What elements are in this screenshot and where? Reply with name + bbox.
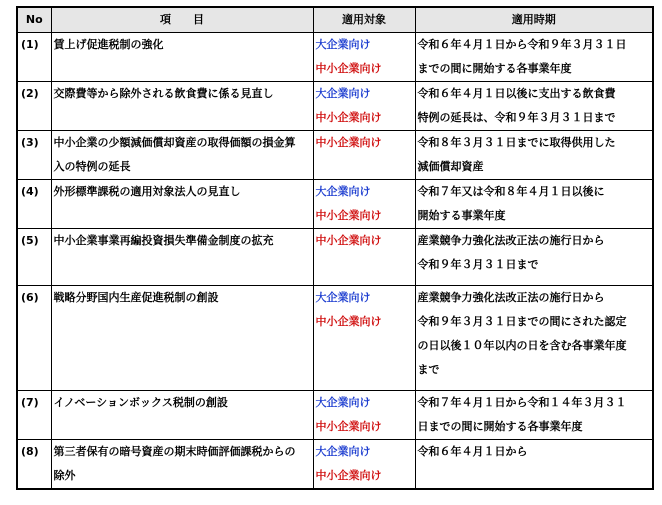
period-cell	[415, 229, 653, 286]
period-text-line: 令和７年４月１日から令和１４年３月３１	[417, 396, 627, 409]
row-number: (1)	[17, 33, 51, 82]
period-text-line: 特例の延長は、令和９年３月３１日まで	[417, 111, 616, 124]
item-cell	[51, 180, 313, 229]
sme-label: 中小企業向け	[315, 136, 382, 149]
period-text-line: 減価償却資産	[417, 160, 484, 173]
row-number: (3)	[17, 131, 51, 180]
sme-label: 中小企業向け	[315, 62, 382, 75]
large-company-label: 大企業向け	[315, 38, 371, 51]
item-text-line: イノベーションボックス税制の創設	[53, 396, 228, 409]
item-text-line: 中小企業事業再編投資損失準備金制度の拡充	[53, 234, 274, 247]
item-text-line: 第三者保有の暗号資産の期末時価評価課税からの	[53, 445, 296, 458]
item-cell	[51, 440, 313, 490]
period-cell	[415, 180, 653, 229]
period-cell	[415, 82, 653, 131]
target-cell	[313, 440, 415, 490]
header-item: 項 目	[51, 7, 313, 33]
header-target: 適用対象	[313, 7, 415, 33]
table-row	[17, 180, 653, 229]
period-text-line: まで	[417, 363, 440, 376]
target-cell	[313, 33, 415, 82]
period-text-line: 産業競争力強化法改正法の施行日から	[417, 234, 605, 247]
item-text-line: 入の特例の延長	[53, 160, 131, 173]
table-row	[17, 82, 653, 131]
target-cell	[313, 180, 415, 229]
table-row	[17, 440, 653, 490]
large-company-label: 大企業向け	[315, 445, 371, 458]
period-text-line: 令和６年４月１日以後に支出する飲食費	[417, 87, 616, 100]
period-text-line: 令和９年３月３１日までの間にされた認定	[417, 315, 627, 328]
period-text-line: 開始する事業年度	[417, 209, 506, 222]
row-number: (4)	[17, 180, 51, 229]
sme-label: 中小企業向け	[315, 420, 382, 433]
period-text-line: 日までの間に開始する各事業年度	[417, 420, 583, 433]
row-number: (8)	[17, 440, 51, 490]
item-text-line: 外形標準課税の適用対象法人の見直し	[53, 185, 241, 198]
sme-label: 中小企業向け	[315, 209, 382, 222]
item-text-line: 除外	[53, 469, 76, 482]
period-text-line: 令和７年又は令和８年４月１日以後に	[417, 185, 605, 198]
item-cell	[51, 229, 313, 286]
row-number: (6)	[17, 286, 51, 391]
item-cell	[51, 33, 313, 82]
period-text-line: 令和６年４月１日から	[417, 445, 528, 458]
target-cell	[313, 286, 415, 391]
tax-reform-table-container	[16, 6, 652, 490]
item-cell	[51, 131, 313, 180]
table-row	[17, 229, 653, 286]
table-row	[17, 391, 653, 440]
table-row	[17, 33, 653, 82]
sme-label: 中小企業向け	[315, 111, 382, 124]
period-text-line: 令和８年３月３１日までに取得供用した	[417, 136, 616, 149]
table-body	[17, 33, 653, 490]
period-cell	[415, 440, 653, 490]
row-number: (5)	[17, 229, 51, 286]
large-company-label: 大企業向け	[315, 87, 371, 100]
period-cell	[415, 286, 653, 391]
large-company-label: 大企業向け	[315, 396, 371, 409]
item-cell	[51, 391, 313, 440]
row-number: (2)	[17, 82, 51, 131]
target-cell	[313, 131, 415, 180]
period-text-line: 令和６年４月１日から令和９年３月３１日	[417, 38, 627, 51]
sme-label: 中小企業向け	[315, 234, 382, 247]
period-cell	[415, 33, 653, 82]
table-header-row	[17, 7, 653, 33]
table-row	[17, 286, 653, 391]
period-text-line: までの間に開始する各事業年度	[417, 62, 572, 75]
large-company-label: 大企業向け	[315, 291, 371, 304]
tax-reform-table	[16, 6, 654, 490]
period-text-line: の日以後１０年以内の日を含む各事業年度	[417, 339, 627, 352]
row-number: (7)	[17, 391, 51, 440]
header-no: No	[17, 7, 51, 33]
item-text-line: 中小企業の少額減価償却資産の取得価額の損金算	[53, 136, 296, 149]
item-cell	[51, 82, 313, 131]
table-row	[17, 131, 653, 180]
header-period: 適用時期	[415, 7, 653, 33]
period-cell	[415, 391, 653, 440]
target-cell	[313, 82, 415, 131]
item-text-line: 賃上げ促進税制の強化	[53, 38, 164, 51]
target-cell	[313, 391, 415, 440]
item-text-line: 戦略分野国内生産促進税制の創設	[53, 291, 219, 304]
sme-label: 中小企業向け	[315, 469, 382, 482]
sme-label: 中小企業向け	[315, 315, 382, 328]
period-text-line: 産業競争力強化法改正法の施行日から	[417, 291, 605, 304]
large-company-label: 大企業向け	[315, 185, 371, 198]
item-text-line: 交際費等から除外される飲食費に係る見直し	[53, 87, 274, 100]
target-cell	[313, 229, 415, 286]
item-cell	[51, 286, 313, 391]
period-cell	[415, 131, 653, 180]
period-text-line: 令和９年３月３１日まで	[417, 258, 539, 271]
